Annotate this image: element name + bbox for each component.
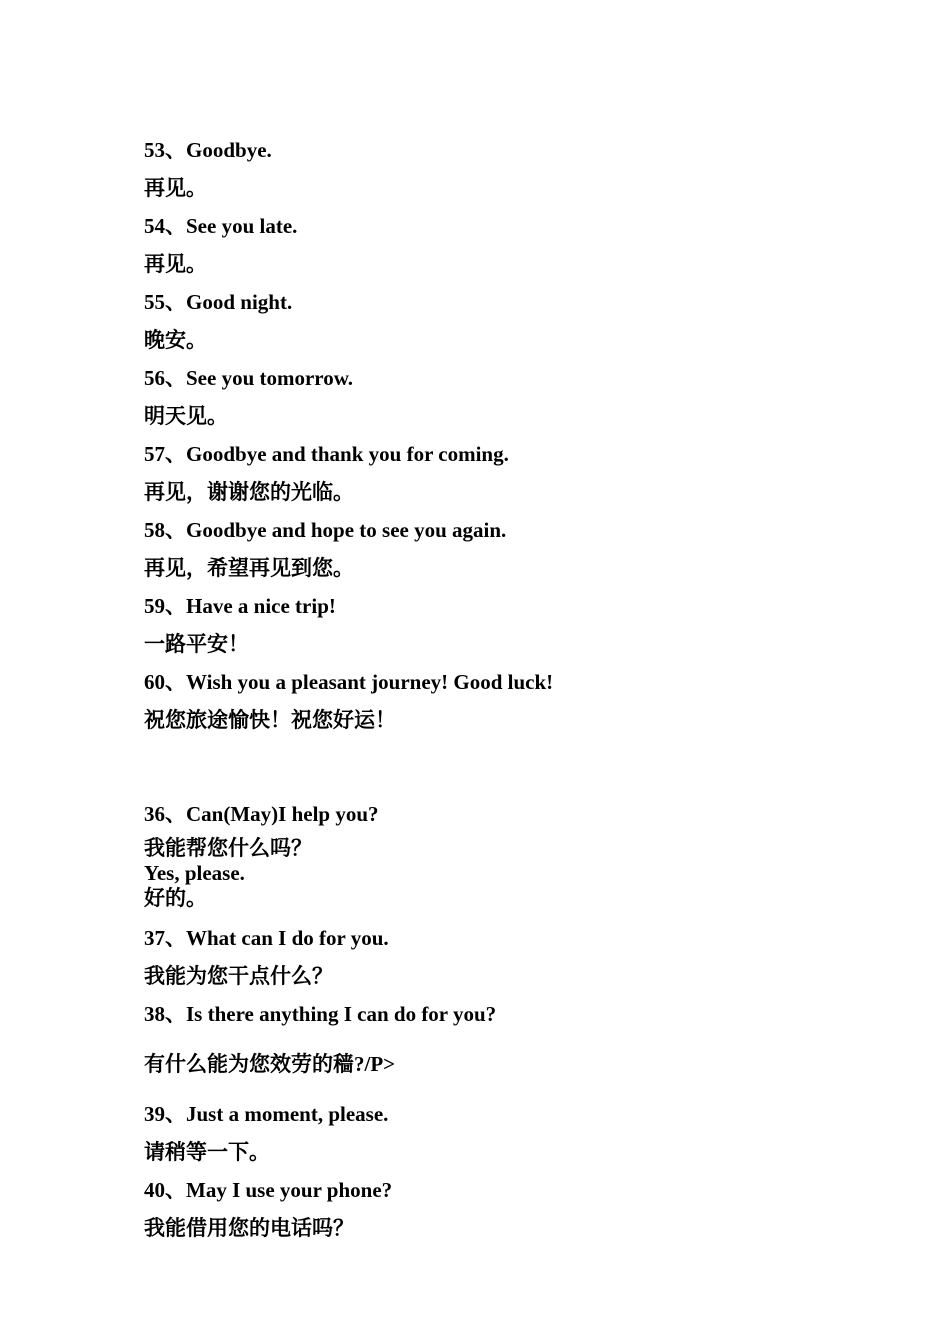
phrase-37-en: 37、What can I do for you. bbox=[144, 926, 389, 950]
document-page bbox=[144, 134, 904, 1250]
paragraph-spacer bbox=[144, 1086, 904, 1098]
phrase-59-zh: 一路平安！ bbox=[144, 632, 249, 656]
phrase-38-zh: 有什么能为您效劳的穑?/P> bbox=[144, 1052, 396, 1076]
phrase-59-en: 59、Have a nice trip! bbox=[144, 594, 336, 618]
phrase-37-zh: 我能为您干点什么？ bbox=[144, 964, 333, 988]
phrase-36-reply-zh: 好的。 bbox=[144, 886, 207, 910]
phrase-36-reply-en: Yes, please. bbox=[144, 861, 245, 885]
phrase-55-en: 55、Good night. bbox=[144, 290, 293, 314]
phrase-60-en: 60、Wish you a pleasant journey! Good luck! bbox=[144, 670, 554, 694]
phrase-57-zh: 再见，谢谢您的光临。 bbox=[144, 480, 354, 504]
section-spacer bbox=[144, 742, 904, 798]
phrase-40-en: 40、May I use your phone? bbox=[144, 1178, 393, 1202]
phrase-54-zh: 再见。 bbox=[144, 252, 207, 276]
phrase-56-en: 56、See you tomorrow. bbox=[144, 366, 354, 390]
phrase-56-zh: 明天见。 bbox=[144, 404, 228, 428]
phrase-58-zh: 再见，希望再见到您。 bbox=[144, 556, 354, 580]
phrase-53-en: 53、Goodbye. bbox=[144, 138, 272, 162]
phrase-57-en: 57、Goodbye and thank you for coming. bbox=[144, 442, 509, 466]
phrase-38-en: 38、Is there anything I can do for you? bbox=[144, 1002, 497, 1026]
phrase-55-zh: 晚安。 bbox=[144, 328, 207, 352]
phrase-58-en: 58、Goodbye and hope to see you again. bbox=[144, 518, 507, 542]
phrase-39-zh: 请稍等一下。 bbox=[144, 1140, 270, 1164]
phrase-40-zh: 我能借用您的电话吗？ bbox=[144, 1216, 354, 1240]
section-offering-help bbox=[144, 798, 904, 1244]
phrase-36-zh: 我能帮您什么吗？ bbox=[144, 836, 312, 860]
paragraph-spacer bbox=[144, 1036, 904, 1048]
phrase-53-zh: 再见。 bbox=[144, 176, 207, 200]
section-farewells bbox=[144, 134, 904, 736]
phrase-36-en: 36、Can(May)I help you? bbox=[144, 802, 379, 826]
phrase-54-en: 54、See you late. bbox=[144, 214, 298, 238]
phrase-60-zh: 祝您旅途愉快！祝您好运！ bbox=[144, 708, 396, 732]
phrase-39-en: 39、Just a moment, please. bbox=[144, 1102, 389, 1126]
